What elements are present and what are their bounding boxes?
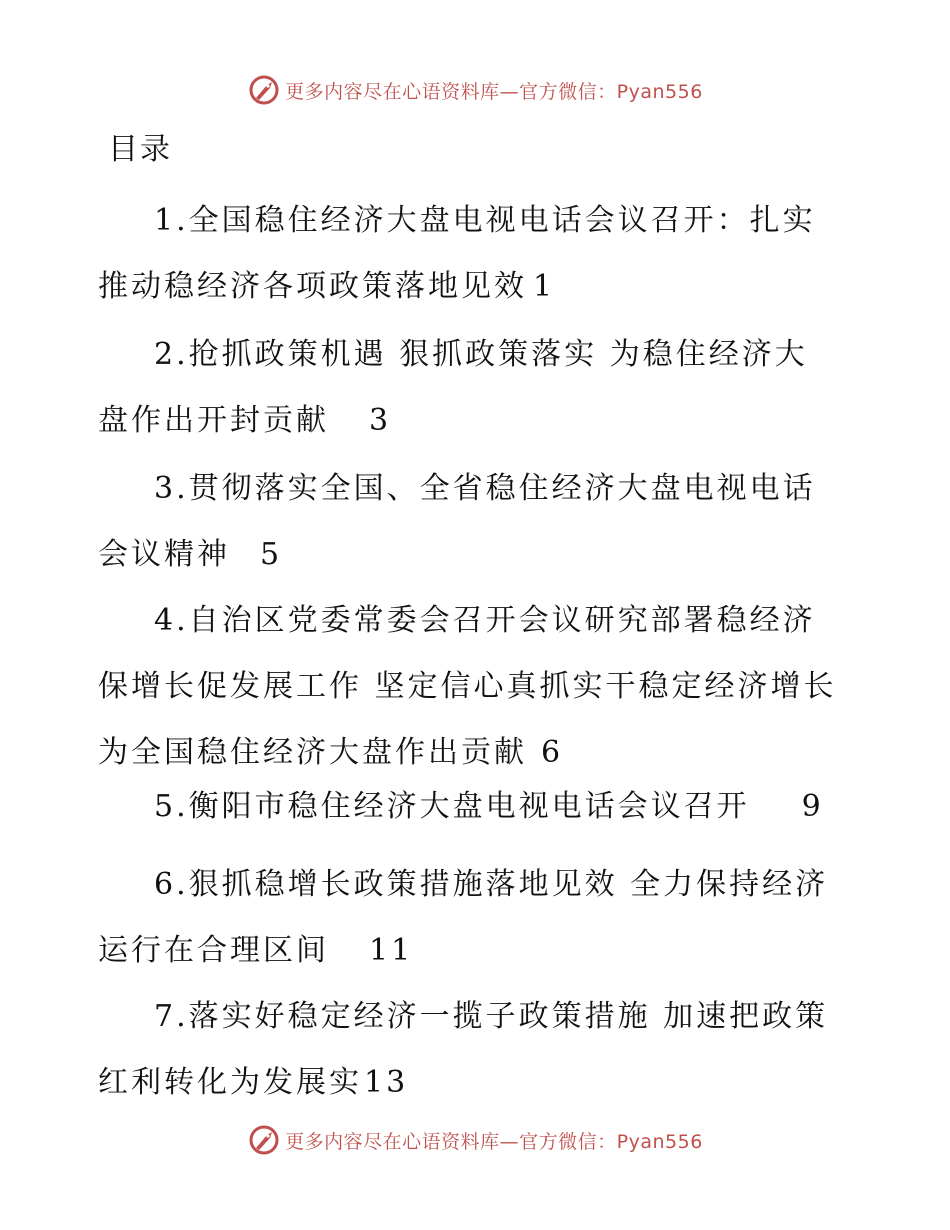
toc-page-number: 11 <box>369 933 414 968</box>
toc-entry-text: 1.全国稳住经济大盘电视电话会议召开：扎实推动稳经济各项政策落地见效 <box>98 203 816 304</box>
watermark-text: 更多内容尽在心语资料库—官方微信：Pyan556 <box>285 1130 703 1153</box>
toc-page-number: 5 <box>260 537 283 572</box>
toc-entry-7[interactable] <box>98 984 838 1116</box>
toc-page-number: 13 <box>364 1065 409 1100</box>
pen-nib-circle-icon <box>247 1123 281 1157</box>
toc-entry-text: 5.衡阳市稳住经济大盘电视电话会议召开 <box>154 789 750 824</box>
toc-entry-text: 2.抢抓政策机遇 狠抓政策落实 为稳住经济大盘作出开封贡献 <box>98 337 808 438</box>
toc-page-number: 9 <box>801 789 824 824</box>
toc-entry-2[interactable] <box>98 322 838 454</box>
toc-title: 目录 <box>108 132 172 167</box>
toc-entry-text: 6.狠抓稳增长政策措施落地见效 全力保持经济运行在合理区间 <box>98 867 829 968</box>
toc-entry-4[interactable] <box>98 588 838 786</box>
toc-entry-3[interactable] <box>98 456 838 588</box>
toc-page-number: 6 <box>541 735 564 770</box>
toc-entry-text: 3.贯彻落实全国、全省稳住经济大盘电视电话会议精神 <box>98 471 816 572</box>
toc-entry-text: 4.自治区党委常委会召开会议研究部署稳经济保增长促发展工作 坚定信心真抓实干稳定经济增长为全国稳住经济大盘作出贡献 <box>98 603 837 770</box>
toc-page-number: 1 <box>533 269 556 304</box>
toc-page-number: 3 <box>369 403 392 438</box>
toc-entry-1[interactable] <box>98 188 838 320</box>
pen-nib-circle-icon <box>247 73 281 107</box>
watermark-text: 更多内容尽在心语资料库—官方微信：Pyan556 <box>285 80 703 103</box>
header-watermark <box>0 70 950 110</box>
toc-entry-6[interactable] <box>98 852 838 984</box>
toc-entry-text: 7.落实好稳定经济一揽子政策措施 加速把政策红利转化为发展实 <box>98 999 829 1100</box>
footer-watermark <box>0 1120 950 1160</box>
toc-entry-5[interactable] <box>98 774 838 840</box>
